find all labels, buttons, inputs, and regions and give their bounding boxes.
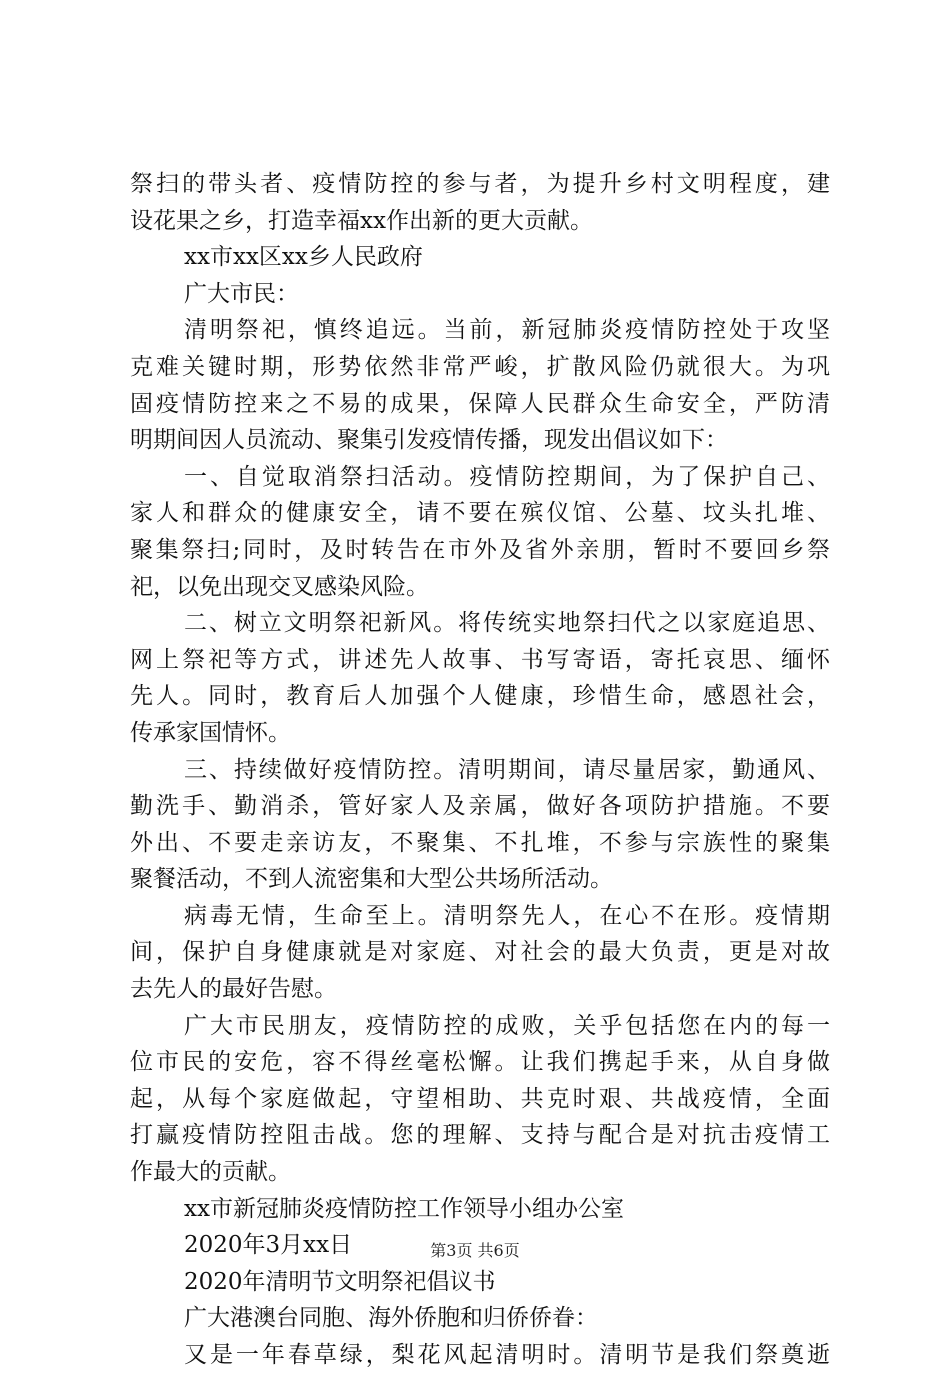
text-line: 家人和群众的健康安全，请不要在殡仪馆、公墓、坟头扎堆、 <box>130 500 830 527</box>
text-line: 二、树立文明祭祀新风。将传统实地祭扫代之以家庭追思、 <box>184 610 830 637</box>
text-line: 克难关键时期，形势依然非常严峻，扩散风险仍就很大。为巩 <box>130 353 830 380</box>
text-line: 固疫情防控来之不易的成果，保障人民群众生命安全，严防清 <box>130 390 830 417</box>
text-line: 病毒无情，生命至上。清明祭先人，在心不在形。疫情期 <box>184 902 830 929</box>
text-line: 聚餐活动，不到人流密集和大型公共场所活动。 <box>130 866 613 893</box>
text-line: 广大港澳台同胞、海外侨胞和归侨侨眷： <box>184 1305 598 1332</box>
text-line: 外出、不要走亲访友，不聚集、不扎堆，不参与宗族性的聚集 <box>130 829 830 856</box>
text-line: 广大市民朋友，疫情防控的成败，关乎包括您在内的每一 <box>184 1012 830 1039</box>
text-line: xx市xx区xx乡人民政府 <box>184 244 423 271</box>
text-line: 清明祭祀，慎终追远。当前，新冠肺炎疫情防控处于攻坚 <box>184 317 830 344</box>
text-line: 明期间因人员流动、聚集引发疫情传播，现发出倡议如下： <box>130 427 728 454</box>
text-line: 勤洗手、勤消杀，管好家人及亲属，做好各项防护措施。不要 <box>130 793 830 820</box>
text-line: 广大市民： <box>184 280 299 307</box>
text-line: 作最大的贡献。 <box>130 1159 291 1186</box>
text-line: 传承家国情怀。 <box>130 719 291 746</box>
text-line: 三、持续做好疫情防控。清明期间，请尽量居家，勤通风、 <box>184 756 830 783</box>
text-line: 聚集祭扫;同时，及时转告在市外及省外亲朋，暂时不要回乡祭 <box>130 536 830 563</box>
text-line: 去先人的最好告慰。 <box>130 976 337 1003</box>
text-line: 打赢疫情防控阻击战。您的理解、支持与配合是对抗击疫情工 <box>130 1122 830 1149</box>
text-line: 又是一年春草绿，梨花风起清明时。清明节是我们祭奠逝 <box>184 1342 830 1368</box>
text-line: 起，从每个家庭做起，守望相助、共克时艰、共战疫情，全面 <box>130 1085 830 1112</box>
text-line: 网上祭祀等方式，讲述先人故事、书写寄语，寄托哀思、缅怀 <box>130 646 830 673</box>
text-line: 一、自觉取消祭扫活动。疫情防控期间，为了保护自己、 <box>184 463 830 490</box>
text-line: 祭扫的带头者、疫情防控的参与者，为提升乡村文明程度，建 <box>130 171 830 197</box>
text-line: 祀，以免出现交叉感染风险。 <box>130 573 429 600</box>
text-line: 2020年清明节文明祭祀倡议书 <box>184 1268 496 1295</box>
text-line: 设花果之乡，打造幸福xx作出新的更大贡献。 <box>130 207 593 234</box>
text-line: 先人。同时，教育后人加强个人健康，珍惜生命，感恩社会， <box>130 683 830 710</box>
text-line: 2020年3月xx日 <box>184 1232 353 1259</box>
document-body <box>130 166 830 1374</box>
text-line: 位市民的安危，容不得丝毫松懈。让我们携起手来，从自身做 <box>130 1049 830 1076</box>
page-footer: 第3页 共6页 <box>430 1241 520 1260</box>
text-line: xx市新冠肺炎疫情防控工作领导小组办公室 <box>184 1195 624 1222</box>
text-line: 间，保护自身健康就是对家庭、对社会的最大负责，更是对故 <box>130 939 830 966</box>
